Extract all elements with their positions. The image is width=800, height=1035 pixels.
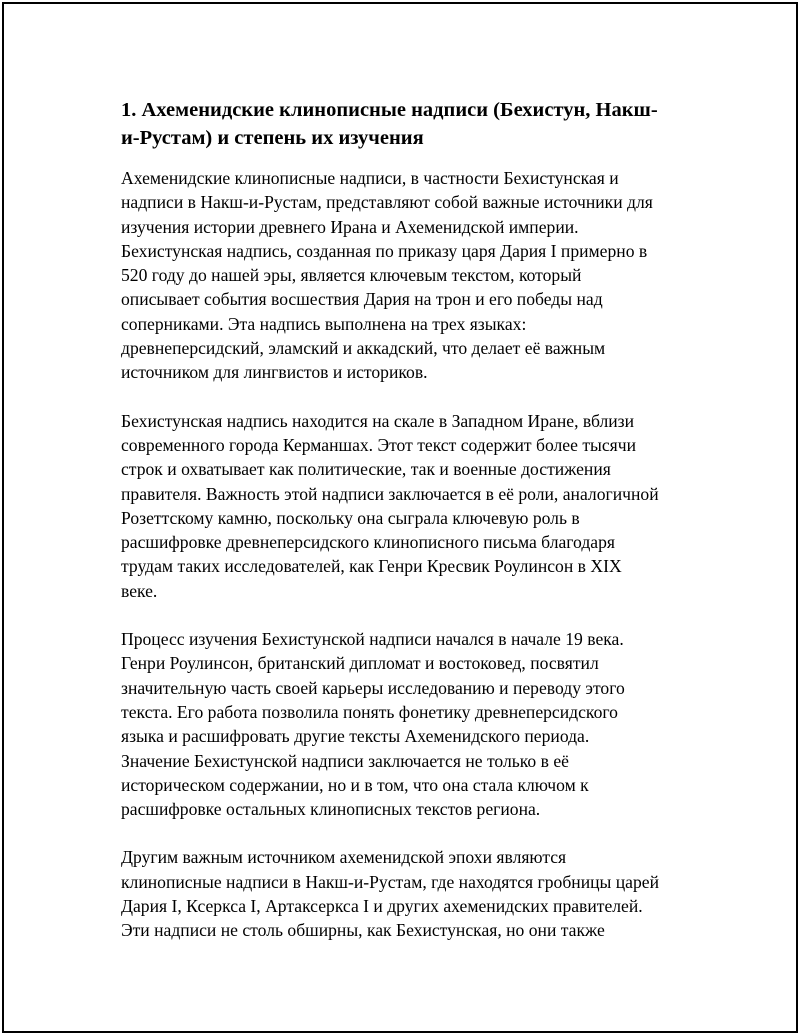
paragraph-2	[121, 409, 696, 603]
text-line: веке.	[121, 580, 158, 601]
text-line: соперниками. Эта надпись выполнена на трех языках:	[121, 313, 527, 334]
text-line: описывает события восшествия Дария на трон и его победы над	[121, 289, 603, 310]
paragraph-1	[121, 166, 696, 385]
text-line: текста. Его работа позволила понять фонетику древнеперсидского	[121, 701, 618, 722]
text-line: значительную часть своей карьеры исследованию и переводу этого	[121, 677, 625, 698]
text-line: Другим важным источником ахеменидской эпохи являются	[121, 847, 567, 868]
text-line: надписи в Накш-и-Рустам, представляют собой важные источники для	[121, 192, 653, 213]
text-line: Ахеменидские клинописные надписи, в частности Бехистунская и	[121, 168, 619, 188]
text-line: Эти надписи не столь обширны, как Бехистунская, но они также	[121, 920, 605, 941]
text-line: 520 году до нашей эры, является ключевым текстом, который	[121, 265, 582, 286]
text-line: изучения истории древнего Ирана и Ахеменидской империи.	[121, 216, 579, 237]
section-heading	[121, 96, 696, 152]
text-line: Дария I, Ксеркса I, Артаксеркса I и других ахеменидских правителей.	[121, 896, 643, 917]
text-line: строк и охватывает как политические, так и военные достижения	[121, 459, 611, 480]
text-line: современного города Керманшах. Этот текст содержит более тысячи	[121, 434, 637, 455]
heading-line: и-Рустам) и степень их изучения	[121, 127, 424, 149]
text-line: расшифровке остальных клинописных текстов региона.	[121, 799, 541, 820]
text-line: Значение Бехистунской надписи заключается не только в её	[121, 750, 569, 771]
text-line: Бехистунская надпись, созданная по приказу царя Дария I примерно в	[121, 240, 648, 261]
heading-line: 1. Ахеменидские клинописные надписи (Бехистун, Накш-	[121, 99, 658, 121]
text-line: источником для лингвистов и историков.	[121, 362, 428, 383]
text-line: правителя. Важность этой надписи заключается в её роли, аналогичной	[121, 483, 659, 504]
paragraph-3	[121, 627, 696, 821]
paragraph-4	[121, 845, 696, 942]
text-line: языка и расшифровать другие тексты Ахеменидского периода.	[121, 726, 590, 747]
page-frame	[2, 2, 798, 1033]
text-line: Розеттскому камню, поскольку она сыграла ключевую роль в	[121, 507, 580, 528]
text-line: Процесс изучения Бехистунской надписи начался в начале 19 века.	[121, 629, 624, 650]
text-line: трудам таких исследователей, как Генри Кресвик Роулинсон в XIX	[121, 556, 622, 577]
text-line: расшифровке древнеперсидского клинописного письма благодаря	[121, 532, 615, 553]
text-line: клинописные надписи в Накш-и-Рустам, где находятся гробницы царей	[121, 871, 660, 892]
text-line: древнеперсидский, эламский и аккадский, что делает её важным	[121, 338, 606, 359]
text-line: Генри Роулинсон, британский дипломат и востоковед, посвятил	[121, 653, 599, 674]
text-line: Бехистунская надпись находится на скале в Западном Иране, вблизи	[121, 410, 635, 431]
document-body	[121, 96, 696, 967]
text-line: историческом содержании, но и в том, что она стала ключом к	[121, 774, 589, 795]
